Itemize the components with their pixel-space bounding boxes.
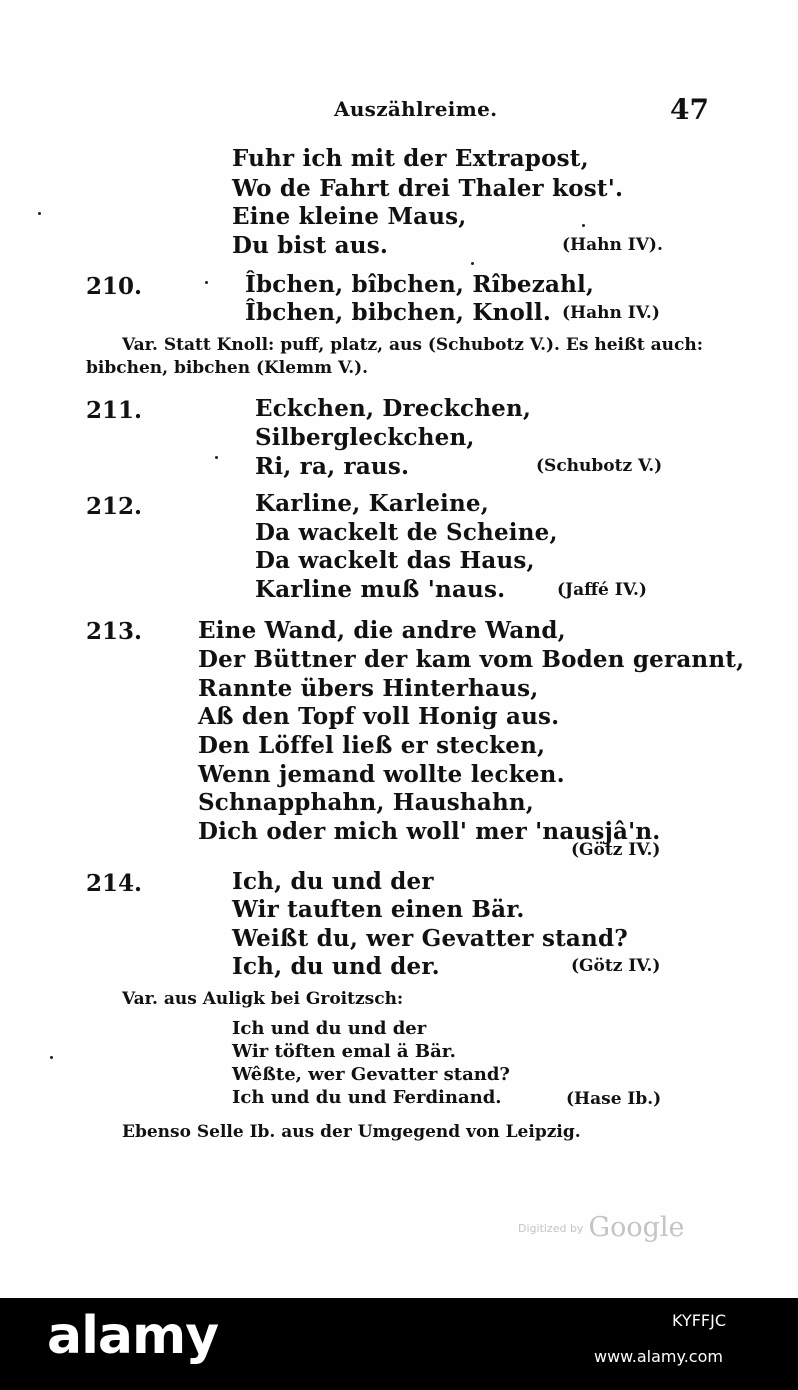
verse-line: Dich oder mich woll' mer 'nausjâ'n. <box>198 818 661 845</box>
verse-line: Eckchen, Dreckchen, <box>255 395 532 422</box>
verse-line: Eine Wand, die andre Wand, <box>198 617 566 644</box>
scan-speck <box>471 262 474 265</box>
alamy-url: www.alamy.com <box>594 1347 723 1366</box>
variant-line: Wêßte, wer Gevatter stand? <box>232 1064 510 1085</box>
verse-line: Silbergleckchen, <box>255 424 475 451</box>
verse-line: Da wackelt de Scheine, <box>255 519 558 546</box>
verse-line: Wo de Fahrt drei Thaler kost'. <box>232 175 624 202</box>
variant-line: Wir töften emal ä Bär. <box>232 1041 456 1062</box>
verse-line: Îbchen, bibchen, Knoll. <box>245 299 552 326</box>
verse-line: Aß den Topf voll Honig aus. <box>198 703 560 730</box>
scan-speck <box>205 281 208 284</box>
verse-line: Wenn jemand wollte lecken. <box>198 761 565 788</box>
rhyme-number: 213. <box>86 618 143 645</box>
image-id: KYFFJC <box>672 1311 726 1330</box>
verse-line: Karline muß 'naus. <box>255 576 506 603</box>
verse-line: Ich, du und der. <box>232 953 440 980</box>
verse-line: Rannte übers Hinterhaus, <box>198 675 539 702</box>
source-citation: (Götz IV.) <box>571 840 661 860</box>
rhyme-number: 210. <box>86 273 143 300</box>
source-citation: (Hahn IV.) <box>562 303 660 323</box>
scan-speck <box>582 224 585 227</box>
verse-line: Ich, du und der <box>232 868 434 895</box>
verse-line: Der Büttner der kam vom Boden gerannt, <box>198 646 745 673</box>
digitized-by-google-watermark <box>518 1212 685 1243</box>
variant-note: Var. Statt Knoll: puff, platz, aus (Schubotz V.). Es heißt auch: <box>122 335 704 355</box>
rhyme-number: 214. <box>86 870 143 897</box>
source-citation: (Hahn IV). <box>562 235 663 255</box>
verse-line: Schnapphahn, Haushahn, <box>198 789 534 816</box>
scan-speck <box>38 212 41 215</box>
google-logo: Google <box>588 1212 685 1243</box>
source-citation: (Hase Ib.) <box>566 1089 662 1109</box>
verse-line: Da wackelt das Haus, <box>255 547 535 574</box>
verse-line: Îbchen, bîbchen, Rîbezahl, <box>245 271 595 298</box>
scan-speck <box>50 1056 53 1059</box>
variant-note: bibchen, bibchen (Klemm V.). <box>86 358 369 378</box>
rhyme-number: 211. <box>86 397 143 424</box>
page-number: 47 <box>670 93 709 126</box>
source-citation: (Schubotz V.) <box>536 456 663 476</box>
rhyme-number: 212. <box>86 493 143 520</box>
closing-note: Ebenso Selle Ib. aus der Umgegend von Leipzig. <box>122 1122 581 1142</box>
alamy-logo: alamy <box>47 1306 219 1366</box>
verse-line: Karline, Karleine, <box>255 490 489 517</box>
running-header: Auszählreime. <box>334 97 498 121</box>
verse-line: Wir tauften einen Bär. <box>232 896 525 923</box>
variant-intro: Var. aus Auligk bei Groitzsch: <box>122 989 404 1009</box>
variant-line: Ich und du und der <box>232 1018 427 1039</box>
source-citation: (Götz IV.) <box>571 956 661 976</box>
verse-line: Eine kleine Maus, <box>232 203 467 230</box>
verse-line: Weißt du, wer Gevatter stand? <box>232 925 628 952</box>
digitized-by-text: Digitized by <box>518 1222 584 1235</box>
verse-line: Den Löffel ließ er stecken, <box>198 732 546 759</box>
variant-line: Ich und du und Ferdinand. <box>232 1087 502 1108</box>
verse-line: Ri, ra, raus. <box>255 453 410 480</box>
source-citation: (Jaffé IV.) <box>557 580 647 600</box>
scan-speck <box>215 456 218 459</box>
verse-line: Du bist aus. <box>232 232 389 259</box>
verse-line: Fuhr ich mit der Extrapost, <box>232 145 589 172</box>
